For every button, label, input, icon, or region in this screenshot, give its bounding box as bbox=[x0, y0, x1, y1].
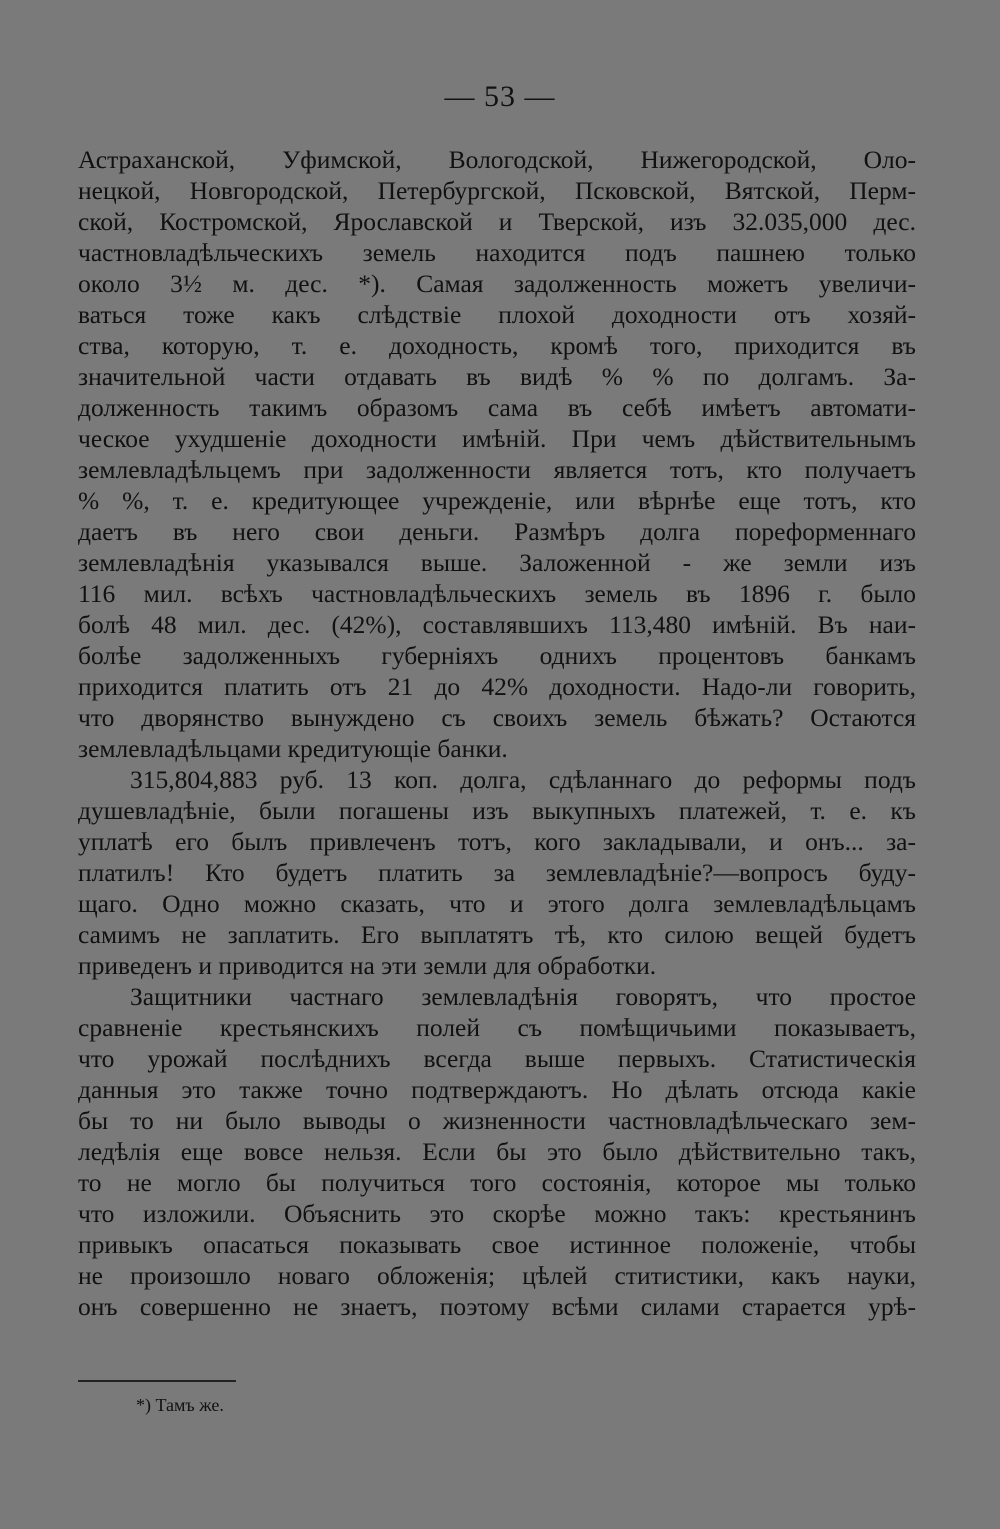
text-line: около 3½ м. дес. *). Самая задолженность можетъ увеличи- bbox=[78, 269, 916, 298]
text-line: частновладѣльческихъ земель находится подъ пашнею только bbox=[78, 238, 916, 267]
text-line: болѣе задолженныхъ губерніяхъ однихъ процентовъ банкамъ bbox=[78, 641, 916, 670]
text-line: 315,804,883 руб. 13 коп. долга, сдѣланнаго до реформы подъ bbox=[130, 765, 916, 794]
text-line: ства, которую, т. е. доходность, кромѣ того, приходится въ bbox=[78, 331, 916, 360]
text-line: уплатѣ его былъ привлеченъ тотъ, кого закладывали, и онъ... за- bbox=[78, 827, 916, 856]
text-line: болѣ 48 мил. дес. (42%), составлявшихъ 113,480 имѣній. Въ наи- bbox=[78, 610, 916, 639]
footnote-divider bbox=[78, 1380, 236, 1382]
text-line: привыкъ опасаться показывать свое истинное положеніе, чтобы bbox=[78, 1230, 916, 1259]
page-number: — 53 — bbox=[444, 80, 556, 113]
text-line: ваться тоже какъ слѣдствіе плохой доходности отъ хозяй- bbox=[78, 300, 916, 329]
text-line: что дворянство вынуждено съ своихъ земель бѣжать? Остаются bbox=[78, 703, 916, 732]
text-line: душевладѣніе, были погашены изъ выкупныхъ платежей, т. е. къ bbox=[78, 796, 916, 825]
text-line: что изложили. Объяснить это скорѣе можно такъ: крестьянинъ bbox=[78, 1199, 916, 1228]
text-line: сравненіе крестьянскихъ полей съ помѣщичьими показываетъ, bbox=[78, 1013, 916, 1042]
text-line: платилъ! Кто будетъ платить за землевладѣніе?—вопросъ буду- bbox=[78, 858, 916, 887]
text-line: землевладѣнія указывался выше. Заложенной - же земли изъ bbox=[78, 548, 916, 577]
text-line: бы то ни было выводы о жизненности частновладѣльческаго зем- bbox=[78, 1106, 916, 1135]
text-line: приведенъ и приводится на эти земли для обработки. bbox=[78, 951, 657, 980]
body-text bbox=[78, 144, 916, 1322]
text-line: значительной части отдавать въ видѣ % % по долгамъ. За- bbox=[78, 362, 916, 391]
text-line: то не могло бы получиться того состоянія, которое мы только bbox=[78, 1168, 916, 1197]
text-line: ской, Костромской, Ярославской и Тверской, изъ 32.035,000 дес. bbox=[78, 207, 916, 236]
text-line: приходится платить отъ 21 до 42% доходности. Надо-ли говорить, bbox=[78, 672, 916, 701]
text-line: 116 мил. всѣхъ частновладѣльческихъ земель въ 1896 г. было bbox=[78, 579, 916, 608]
text-line: онъ совершенно не знаетъ, поэтому всѣми силами старается урѣ- bbox=[78, 1292, 916, 1321]
text-line: даетъ въ него свои деньги. Размѣръ долга пореформеннаго bbox=[78, 517, 916, 546]
text-line: землевладѣльцемъ при задолженности является тотъ, кто получаетъ bbox=[78, 455, 916, 484]
text-line: % %, т. е. кредитующее учрежденіе, или вѣрнѣе еще тотъ, кто bbox=[78, 486, 916, 515]
text-line: землевладѣльцами кредитующіе банки. bbox=[78, 734, 508, 763]
text-line: долженность такимъ образомъ сама въ себѣ имѣетъ автомати- bbox=[78, 393, 916, 422]
text-line: ледѣлія еще вовсе нельзя. Если бы это было дѣйствительно такъ, bbox=[78, 1137, 916, 1166]
text-line: щаго. Одно можно сказать, что и этого долга землевладѣльцамъ bbox=[78, 889, 916, 918]
text-line: данныя это также точно подтверждаютъ. Но дѣлать отсюда какіе bbox=[78, 1075, 916, 1104]
text-line: Защитники частнаго землевладѣнія говорятъ, что простое bbox=[130, 982, 916, 1011]
text-line: не произошло новаго обложенія; цѣлей ститистики, какъ науки, bbox=[78, 1261, 916, 1290]
text-line: что урожай послѣднихъ всегда выше первыхъ. Статистическія bbox=[78, 1044, 916, 1073]
text-line: нецкой, Новгородской, Петербургской, Псковской, Вятской, Перм- bbox=[78, 176, 916, 205]
text-line: ческое ухудшеніе доходности имѣній. При чемъ дѣйствительнымъ bbox=[78, 424, 916, 453]
text-line: самимъ не заплатить. Его выплатятъ тѣ, кто силою вещей будетъ bbox=[78, 920, 916, 949]
footnote: *) Тамъ же. bbox=[136, 1395, 224, 1415]
text-line: Астраханской, Уфимской, Вологодской, Нижегородской, Оло- bbox=[78, 145, 916, 174]
